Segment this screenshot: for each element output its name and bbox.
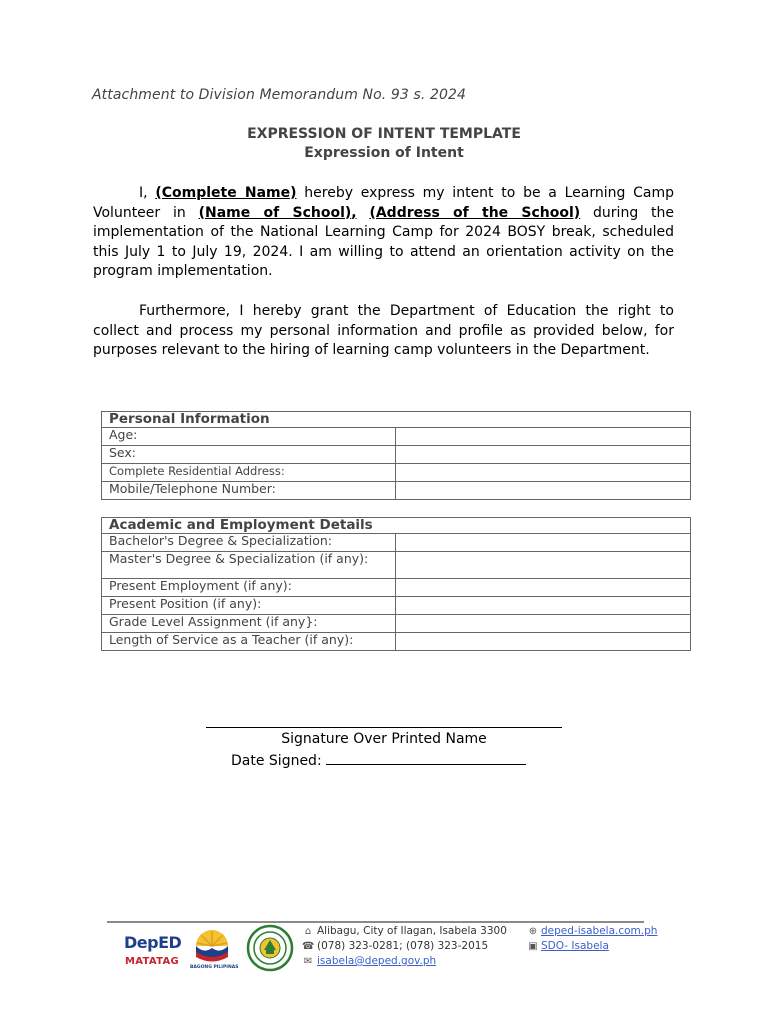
table-row	[102, 579, 691, 597]
bachelor-degree-field[interactable]	[396, 534, 691, 552]
table-row	[102, 428, 691, 446]
address-field[interactable]	[396, 464, 691, 482]
document-subtitle: Expression of Intent	[304, 145, 464, 161]
academic-employment-table	[101, 517, 691, 651]
table-row	[102, 482, 691, 500]
school-name-placeholder: (Name of School)	[198, 204, 352, 221]
table-row	[102, 534, 691, 552]
deped-logo: DepED	[124, 933, 182, 952]
present-position-label: Present Position (if any):	[102, 597, 396, 615]
present-employment-field[interactable]	[396, 579, 691, 597]
table-row	[102, 633, 691, 651]
present-position-field[interactable]	[396, 597, 691, 615]
signature-label: Signature Over Printed Name	[281, 731, 487, 747]
address-label: Complete Residential Address:	[102, 464, 396, 482]
attachment-note: Attachment to Division Memorandum No. 93 s. 2024	[92, 87, 466, 103]
sex-label: Sex:	[102, 446, 396, 464]
division-seal-icon	[246, 924, 294, 972]
table-row	[102, 597, 691, 615]
complete-name-placeholder: (Complete Name)	[155, 185, 297, 201]
phone-label: Mobile/Telephone Number:	[102, 482, 396, 500]
footer-address: ⌂ Alibagu, City of Ilagan, Isabela 3300	[302, 925, 507, 937]
grade-level-field[interactable]	[396, 615, 691, 633]
age-label: Age:	[102, 428, 396, 446]
table-row	[102, 446, 691, 464]
globe-icon: ⊕	[528, 926, 538, 937]
phone-icon: ☎	[302, 941, 315, 952]
grade-level-label: Grade Level Assignment (if any}:	[102, 615, 396, 633]
personal-information-table	[101, 411, 691, 500]
date-signed-label: Date Signed:	[231, 753, 322, 769]
personal-information-heading: Personal Information	[102, 412, 691, 428]
footer-website-link[interactable]: ⊕ deped-isabela.com.ph	[528, 925, 658, 937]
location-icon: ⌂	[304, 926, 312, 937]
bagong-pilipinas-text: BAGONG PILIPINAS	[190, 965, 239, 970]
master-degree-label: Master's Degree & Specialization (if any):	[102, 552, 396, 579]
table-row	[102, 615, 691, 633]
present-employment-label: Present Employment (if any):	[102, 579, 396, 597]
consent-paragraph: Furthermore, I hereby grant the Department of Education the right to collect and process my personal information and profile as provided below, for purposes relevant to the hiring of learning camp volunteers in the Department.	[93, 303, 674, 359]
footer-phone: ☎ (078) 323-0281; (078) 323-2015	[302, 940, 489, 952]
footer-email[interactable]: ✉ isabela@deped.gov.ph	[303, 955, 437, 967]
school-address-placeholder: (Address of the School)	[369, 204, 581, 221]
footer-facebook-link[interactable]: ▣ SDO- Isabela	[528, 940, 609, 952]
footer-divider	[107, 921, 644, 923]
document-title: EXPRESSION OF INTENT TEMPLATE	[247, 126, 521, 142]
intent-paragraph: I, (Complete Name) hereby express my intent to be a Learning Camp Volunteer in (Name of School), (Address of the School) during the implementation of the National Learning Camp for 2024 BOSY break, scheduled this July 1 to July 19, 2024. I am willing to attend an orientation activity on the program implementation.	[93, 185, 675, 280]
length-of-service-field[interactable]	[396, 633, 691, 651]
date-signed	[231, 750, 526, 769]
bachelor-degree-label: Bachelor's Degree & Specialization:	[102, 534, 396, 552]
length-of-service-label: Length of Service as a Teacher (if any):	[102, 633, 396, 651]
signature-line[interactable]	[206, 727, 562, 728]
master-degree-field[interactable]	[396, 552, 691, 579]
matatag-logo: MATATAG	[125, 956, 180, 967]
facebook-icon: ▣	[528, 941, 538, 952]
date-signed-line[interactable]	[326, 750, 526, 765]
age-field[interactable]	[396, 428, 691, 446]
phone-field[interactable]	[396, 482, 691, 500]
academic-employment-heading: Academic and Employment Details	[102, 518, 691, 534]
email-icon: ✉	[303, 956, 313, 967]
table-row	[102, 464, 691, 482]
sex-field[interactable]	[396, 446, 691, 464]
table-row	[102, 552, 691, 579]
